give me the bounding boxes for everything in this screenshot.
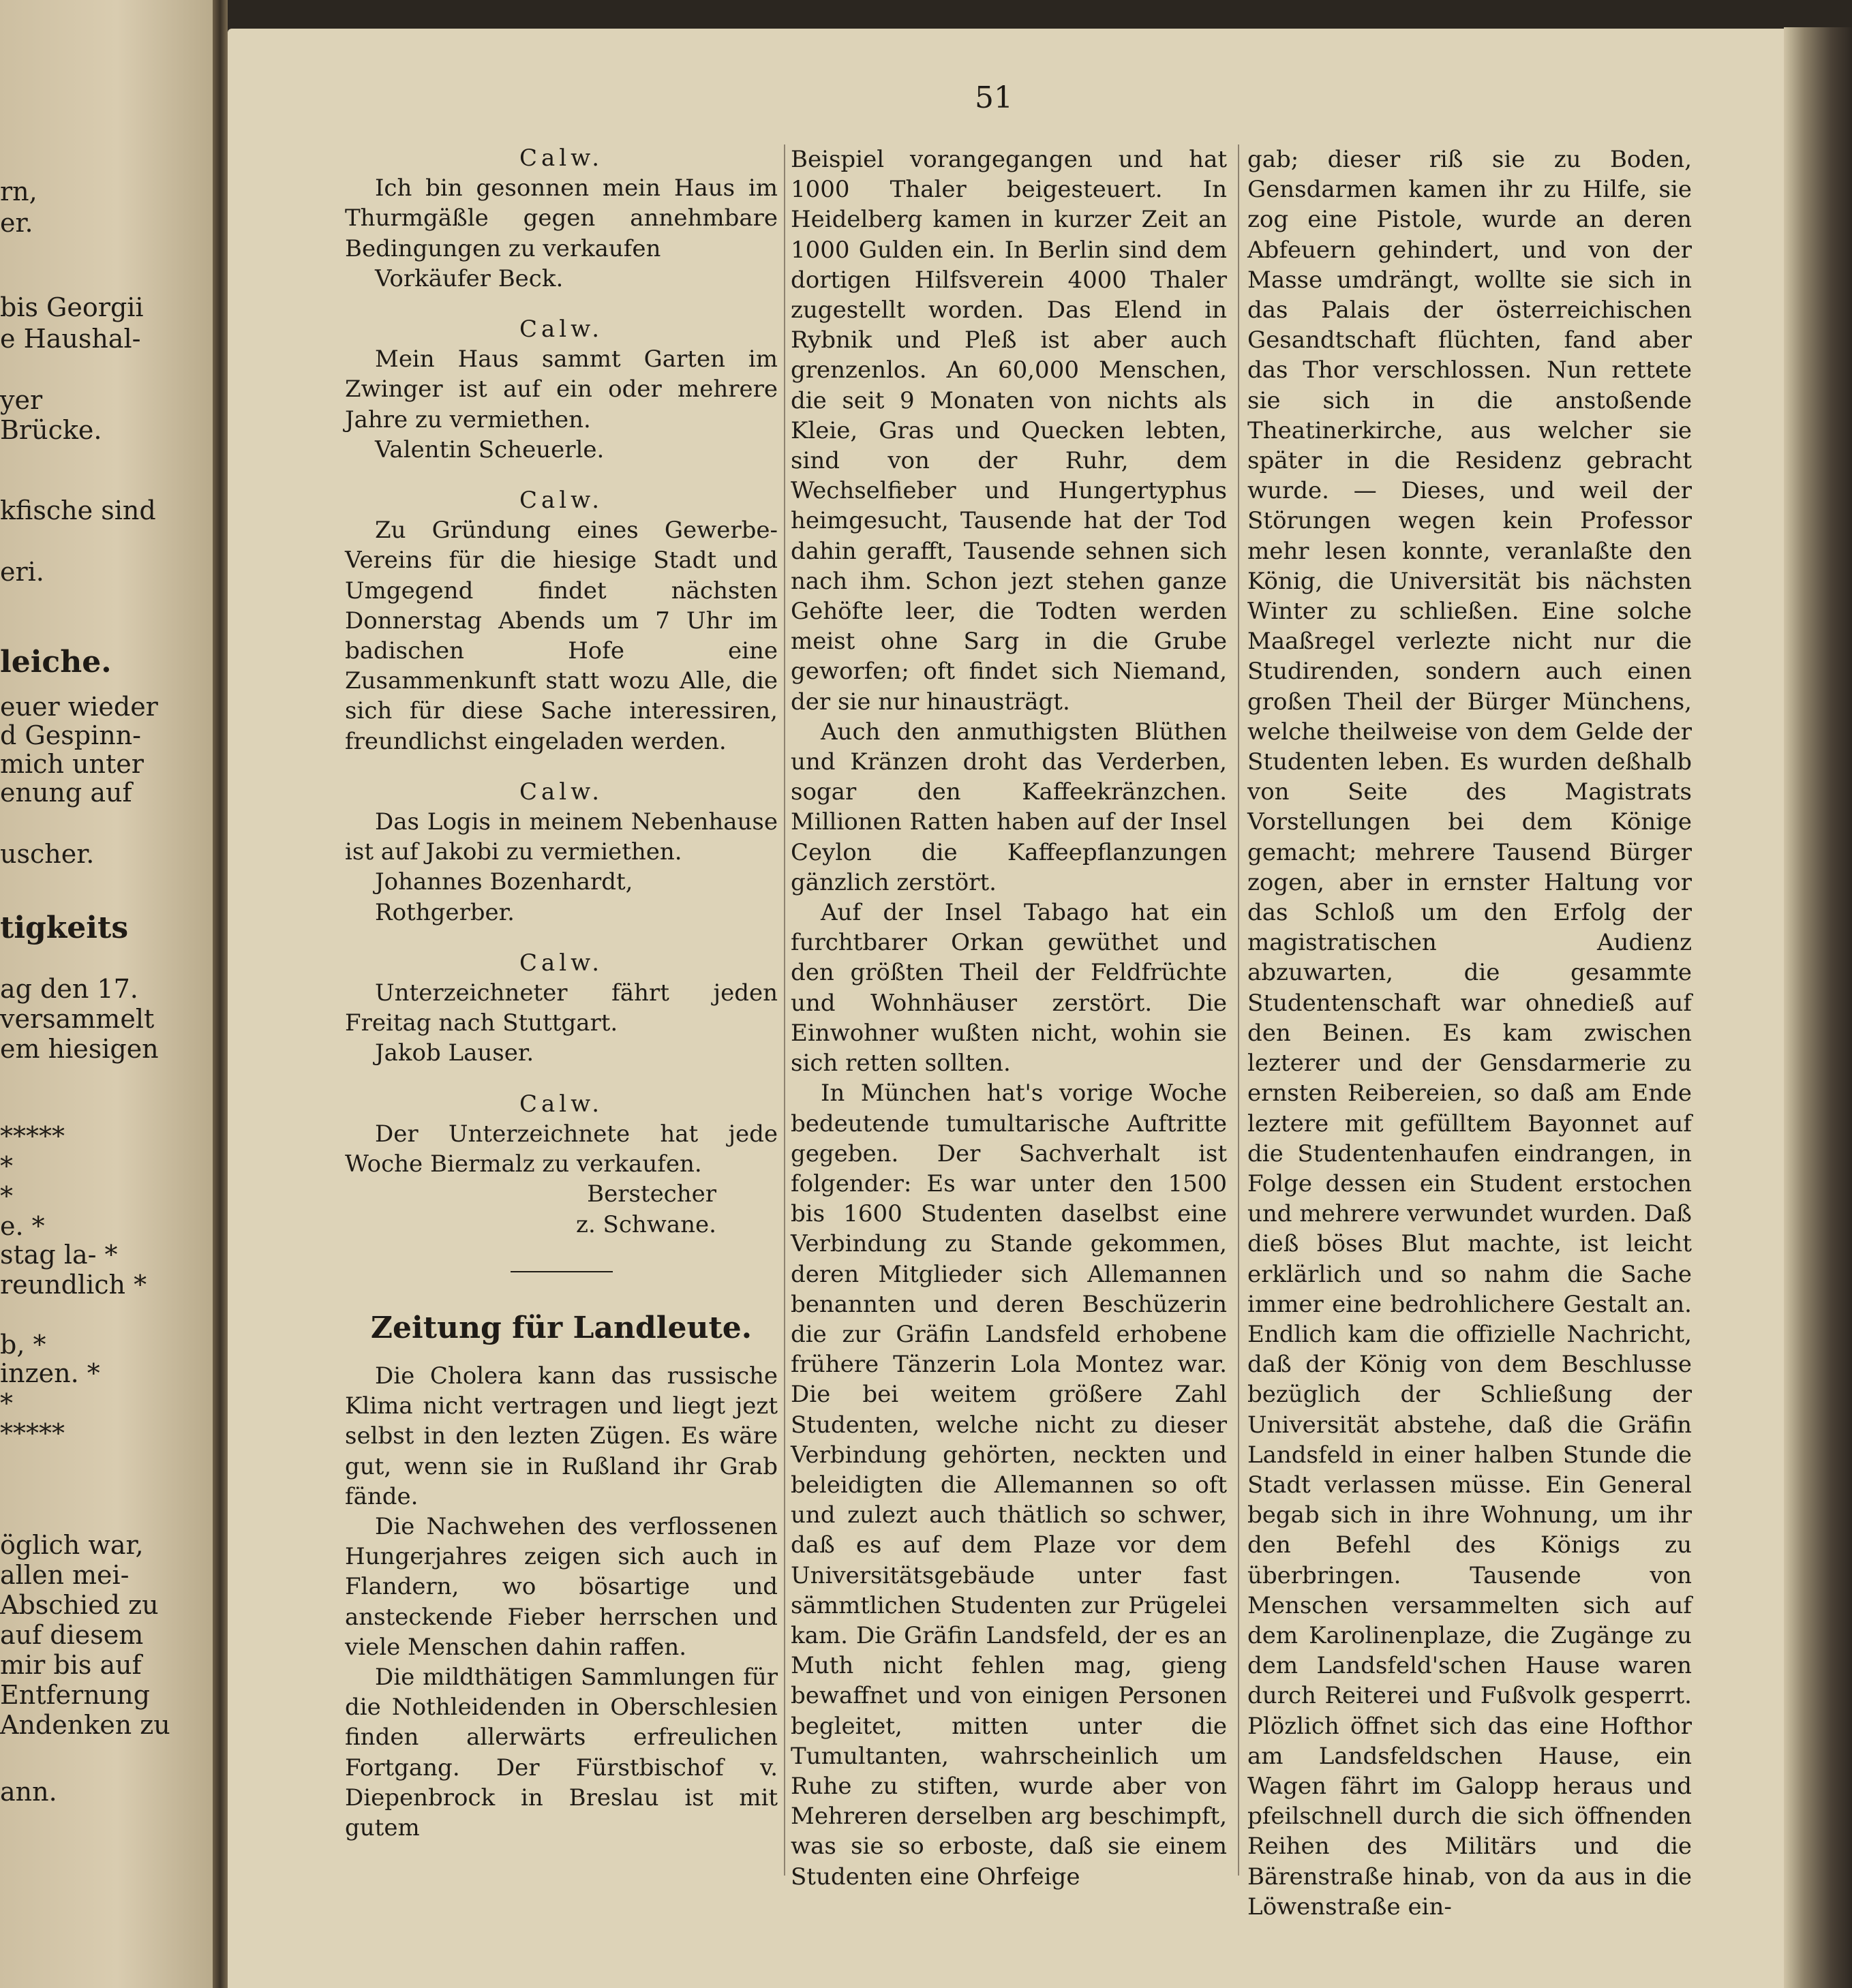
left-page-fragment: auf diesem [0, 1620, 144, 1650]
left-page-fragment: versammelt [0, 1004, 155, 1034]
ad-signature: Johannes Bozenhardt, [375, 868, 633, 896]
left-page-fragment: Entfernung [0, 1680, 150, 1710]
news-paragraph: Die Nachwehen des verflossenen Hungerjahres zeigen sich auch in Flandern, wo bösartige und ansteckende Fieber herrschen und viele Menschen dahin raffen. [345, 1512, 778, 1661]
ad-signature: Jakob Lauser. [375, 1039, 534, 1067]
ad-heading: Calw. [519, 144, 604, 172]
left-page-fragment: rn, [0, 177, 37, 207]
left-page-fragment: allen mei- [0, 1560, 130, 1590]
left-page-fragment: Brücke. [0, 415, 102, 445]
left-page-fragment: d Gespinn- [0, 720, 142, 750]
news-paragraph: gab; dieser riß sie zu Boden, Gensdarmen kamen ihr zu Hilfe, sie zog eine Pistole, wurde an deren Abfeuern gehindert, und von der Masse umdrängt, wollte sie sich in das Palais der österreichischen Gesandtschaft flüchten, fand aber das Thor verschlossen. Nun rettete sie sich in die anstoßende Theatinerkirche, aus welcher sie später in die Residenz gebracht wurde. — Dieses, und weil der Störungen wegen kein Professor mehr lesen konnte, veranlaßte den König, die Universität bis nächsten Winter zu schließen. Eine solche Maaßregel verlezte nicht nur die Studirenden, sondern auch einen großen Theil der Bürger Münchens, welche theilweise von dem Gelde der Studenten leben. Es wurden deßhalb von Seite des Magistrats Vorstellungen bei dem Könige gemacht; mehrere Tausend Bürger zogen, aber in ernster Haltung vor das Schloß um den Erfolg der magistratischen Audienz abzuwarten, die gesammte Studentenschaft war ohnedieß auf den Beinen. Es kam zwischen lezterer und der Gensdarmerie zu ernsten Reibereien, so daß am Ende leztere mit gefülltem Bayonnet auf die Studentenhaufen eindrangen, in Folge dessen ein Student erstochen und mehrere verwundet wurden. Daß dieß böses Blut machte, ist leicht erklärlich und so nahm die Sache immer eine bedrohlichere Gestalt an. Endlich kam die offizielle Nachricht, daß der König von dem Beschlusse bezüglich der Schließung der Universität abstehe, daß die Gräfin Landsfeld in einer halben Stunde die Stadt verlassen müsse. Ein General begab sich in ihre Wohnung, um ihr den Befehl des Königs zu überbringen. Tausende von Menschen versammelten sich auf dem Karolinenplaze, die Zugänge zu dem Landsfeld'schen Hause waren durch Reiterei und Fußvolk gesperrt. Plözlich öffnet sich das eine Hofthor am Landsfeldschen Hause, ein Wagen fährt im Galopp heraus und pfeilschnell durch die sich öffnenden Reihen des Militärs und die Bärenstraße hinab, von da aus in die Löwenstraße ein- [1247, 146, 1692, 1921]
news-paragraph: Die Cholera kann das russische Klima nicht vertragen und liegt jezt selbst in den lezten Zügen. Es wäre gut, wenn sie in Rußland ihr Grab fände. [345, 1362, 778, 1510]
news-paragraph: Die mildthätigen Sammlungen für die Nothleidenden in Oberschlesien finden allerwärts erfreulichen Fortgang. Der Fürstbischof v. Diepenbrock in Breslau ist mit gutem [345, 1663, 778, 1841]
left-page-fragment: eri. [0, 557, 44, 587]
left-page-fragment: enung auf [0, 778, 132, 808]
ad-body: Unterzeichneter fährt jeden Freitag nach Stuttgart. [345, 979, 778, 1037]
ad-signature: z. Schwane. [576, 1210, 716, 1238]
news-paragraph: Auch den anmuthigsten Blüthen und Kränzen droht das Verderben, sogar den Kaffeekränzchen. Millionen Ratten haben auf der Insel Ceylon die Kaffeepflanzungen gänzlich zerstört. [791, 718, 1227, 896]
section-title: Zeitung für Landleute. [370, 1310, 753, 1345]
ad-body: Ich bin gesonnen mein Haus im Thurmgäßle gegen annehmbare Bedingungen zu verkaufen [345, 174, 778, 262]
left-page-fragment: tigkeits [0, 911, 129, 945]
ad-body: Das Logis in meinem Nebenhause ist auf Jakobi zu vermiethen. [345, 808, 778, 866]
book-gutter [213, 0, 228, 1988]
left-page-fragment: * [0, 1388, 13, 1418]
column-2 [791, 144, 1227, 1892]
left-page-fragment: ***** [0, 1418, 65, 1448]
left-page-fragment: leiche. [0, 645, 112, 679]
left-page-fragment: e Haushal- [0, 324, 141, 354]
ad-signature: Vorkäufer Beck. [375, 264, 564, 292]
left-page-fragment: öglich war, [0, 1530, 144, 1560]
left-page-fragment: em hiesigen [0, 1034, 159, 1064]
ad-body: Der Unterzeichnete hat jede Woche Biermalz zu verkaufen. [345, 1120, 778, 1178]
left-page-fragment: b, * [0, 1330, 46, 1360]
page-number: 51 [975, 80, 1013, 115]
ad-heading: Calw. [519, 778, 604, 806]
divider-rule [511, 1271, 613, 1272]
left-page-fragment: ***** [0, 1121, 65, 1151]
left-page-fragment: stag la- * [0, 1240, 118, 1270]
column-1 [345, 143, 778, 1843]
ad-signature: Rothgerber. [375, 898, 515, 926]
left-page-fragment: er. [0, 208, 33, 238]
left-page-fragment: Abschied zu [0, 1590, 159, 1620]
left-page-fragment: * [0, 1151, 13, 1181]
left-page-fragment: uscher. [0, 839, 95, 869]
left-page-fragment: * [0, 1181, 13, 1211]
ad-body: Zu Gründung eines Gewerbe-Vereins für die hiesige Stadt und Umgegend findet nächsten Donnerstag Abends um 7 Uhr im badischen Hofe eine Zusammenkunft statt wozu Alle, die sich für diese Sache interessiren, freundlichst eingeladen werden. [345, 517, 778, 755]
left-page-fragment: inzen. * [0, 1358, 100, 1388]
left-page-fragment: reundlich * [0, 1270, 147, 1300]
left-page-fragment: kfische sind [0, 495, 156, 525]
news-paragraph: In München hat's vorige Woche bedeutende tumultarische Auftritte gegeben. Der Sachverhalt ist folgender: Es war unter den 1500 bis 1600 Studenten daselbst eine Verbindung zu Stande gekommen, deren Mitglieder sich Allemannen benannten und deren Beschüzerin die zur Gräfin Landsfeld erhobene frühere Tänzerin Lola Montez war. Die bei weitem größere Zahl Studenten, welche nicht zu dieser Verbindung gehörten, neckten und beleidigten die Allemannen so oft und zulezt auch thätlich so schwer, daß es auf dem Plaze vor dem Universitätsgebäude unter fast sämmtlichen Studenten zur Prügelei kam. Die Gräfin Landsfeld, der es an Muth nicht fehlen mag, gieng bewaffnet und von einigen Personen begleitet, mitten unter die Tumultanten, wahrscheinlich um Ruhe zu stiften, wurde aber von Mehreren derselben arg beschimpft, was sie so erboste, daß sie einem Studenten eine Ohrfeige [791, 1080, 1227, 1891]
column-separator [1238, 144, 1239, 1876]
ad-heading: Calw. [519, 316, 604, 343]
left-page-fragment: bis Georgii [0, 292, 144, 322]
column-3 [1247, 144, 1692, 1922]
ad-signature: Berstecher [587, 1180, 716, 1208]
ad-heading: Calw. [519, 949, 604, 977]
ad-signature: Valentin Scheuerle. [375, 435, 605, 463]
left-page-fragment: mich unter [0, 749, 144, 779]
left-page-fragment: e. * [0, 1211, 45, 1241]
ad-heading: Calw. [519, 487, 604, 515]
left-page-fragment: mir bis auf [0, 1650, 142, 1680]
left-page-fragment: yer [0, 385, 43, 415]
left-page-fragment: Andenken zu [0, 1710, 170, 1740]
left-page [0, 0, 213, 1988]
ad-heading: Calw. [519, 1090, 604, 1118]
left-page-fragment: ag den 17. [0, 974, 138, 1004]
left-page-fragment: euer wieder [0, 692, 158, 722]
column-separator [784, 144, 785, 1876]
news-paragraph: Auf der Insel Tabago hat ein furchtbarer Orkan gewüthet und den größten Theil der Feldfrüchte und Wohnhäuser zerstört. Die Einwohner wußten nicht, wohin sie sich retten sollten. [791, 899, 1227, 1077]
ad-body: Mein Haus sammt Garten im Zwinger ist auf ein oder mehrere Jahre zu vermiethen. [345, 346, 778, 433]
news-paragraph: Beispiel vorangegangen und hat 1000 Thaler beigesteuert. In Heidelberg kamen in kurzer Zeit an 1000 Gulden ein. In Berlin sind dem dortigen Hilfsverein 4000 Thaler zugestellt worden. Das Elend in Rybnik und Pleß ist aber auch grenzenlos. An 60,000 Menschen, die seit 9 Monaten von nichts als Kleie, Gras und Quecken lebten, sind von der Ruhr, dem Wechselfieber und Hungertyphus heimgesucht, Tausende hat der Tod dahin gerafft, Tausende sehnen sich nach ihm. Schon jezt stehen ganze Gehöfte leer, die Todten werden meist ohne Sarg in die Grube geworfen; oft findet sich Niemand, der sie nur hinausträgt. [791, 146, 1227, 716]
page-edge [1784, 27, 1852, 1988]
left-page-fragment: ann. [0, 1777, 57, 1807]
